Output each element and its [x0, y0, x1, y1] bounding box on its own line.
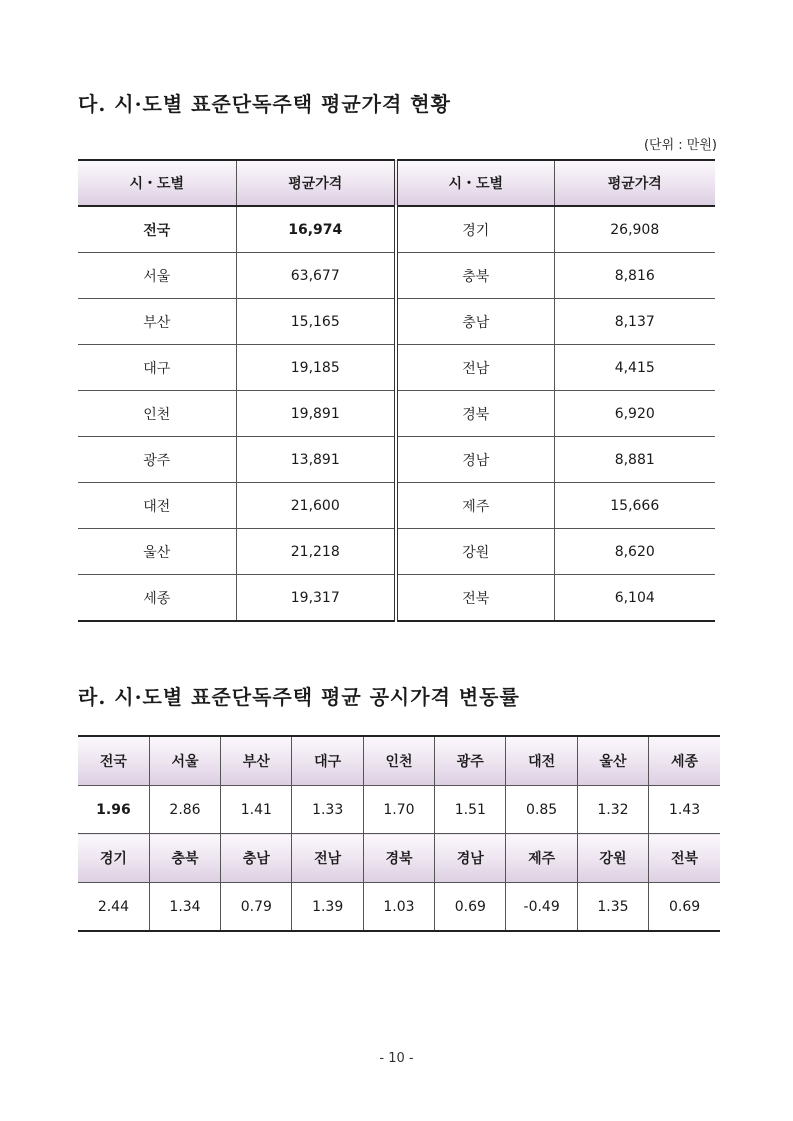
price-value: 19,185 [236, 345, 396, 391]
region-header: 광주 [435, 736, 506, 786]
table-row [78, 391, 715, 437]
rate-value: 1.70 [363, 786, 434, 834]
price-value: 8,620 [554, 529, 715, 575]
region-header: 경기 [78, 834, 149, 883]
region-name: 부산 [78, 299, 236, 345]
rate-value: 1.41 [221, 786, 292, 834]
header-average-price: 평균가격 [554, 160, 715, 206]
rate-value: 1.32 [577, 786, 648, 834]
price-value: 6,104 [554, 575, 715, 622]
price-value: 8,881 [554, 437, 715, 483]
rate-value: 2.44 [78, 883, 149, 932]
region-header-row [78, 736, 720, 786]
rate-value: 1.03 [363, 883, 434, 932]
rate-value: 1.43 [649, 786, 720, 834]
rate-value-row [78, 883, 720, 932]
price-value: 4,415 [554, 345, 715, 391]
table-row [78, 483, 715, 529]
price-value: 21,600 [236, 483, 396, 529]
region-header: 강원 [577, 834, 648, 883]
region-header: 경남 [435, 834, 506, 883]
region-header: 대전 [506, 736, 577, 786]
average-price-table [78, 159, 715, 622]
region-header: 전국 [78, 736, 149, 786]
region-name: 충북 [396, 253, 554, 299]
table-header-row [78, 160, 715, 206]
region-name: 전북 [396, 575, 554, 622]
region-name: 대전 [78, 483, 236, 529]
rate-value: 1.96 [78, 786, 149, 834]
region-name: 인천 [78, 391, 236, 437]
price-value: 13,891 [236, 437, 396, 483]
rate-value: -0.49 [506, 883, 577, 932]
region-header-row [78, 834, 720, 883]
section-title-average-price: 다. 시·도별 표준단독주택 평균가격 현황 [78, 92, 451, 116]
price-value: 15,666 [554, 483, 715, 529]
price-value: 26,908 [554, 206, 715, 253]
region-header: 대구 [292, 736, 363, 786]
region-name: 세종 [78, 575, 236, 622]
region-name: 서울 [78, 253, 236, 299]
rate-value: 0.69 [649, 883, 720, 932]
rate-value: 1.51 [435, 786, 506, 834]
section-title-price-change-rate: 라. 시·도별 표준단독주택 평균 공시가격 변동률 [78, 685, 520, 709]
rate-value: 0.79 [221, 883, 292, 932]
rate-value: 1.35 [577, 883, 648, 932]
table-row [78, 299, 715, 345]
region-name: 전국 [78, 206, 236, 253]
region-header: 서울 [149, 736, 220, 786]
price-value: 16,974 [236, 206, 396, 253]
rate-value: 0.85 [506, 786, 577, 834]
unit-label: (단위 : 만원) [643, 138, 717, 153]
region-header: 부산 [221, 736, 292, 786]
table-row [78, 437, 715, 483]
region-header: 세종 [649, 736, 720, 786]
region-name: 경남 [396, 437, 554, 483]
header-average-price: 평균가격 [236, 160, 396, 206]
rate-value: 0.69 [435, 883, 506, 932]
price-value: 15,165 [236, 299, 396, 345]
rate-value: 2.86 [149, 786, 220, 834]
table-row [78, 529, 715, 575]
region-header: 인천 [363, 736, 434, 786]
rate-value-row [78, 786, 720, 834]
region-name: 대구 [78, 345, 236, 391]
table-row [78, 253, 715, 299]
price-value: 8,816 [554, 253, 715, 299]
price-value: 8,137 [554, 299, 715, 345]
page-number: - 10 - [379, 1051, 414, 1066]
table-row [78, 206, 715, 253]
price-value: 63,677 [236, 253, 396, 299]
region-name: 울산 [78, 529, 236, 575]
region-header: 전남 [292, 834, 363, 883]
table-row [78, 345, 715, 391]
region-header: 울산 [577, 736, 648, 786]
price-change-rate-table [78, 735, 720, 932]
region-header: 충남 [221, 834, 292, 883]
price-value: 19,317 [236, 575, 396, 622]
region-name: 광주 [78, 437, 236, 483]
region-name: 제주 [396, 483, 554, 529]
price-value: 6,920 [554, 391, 715, 437]
region-name: 경북 [396, 391, 554, 437]
region-name: 강원 [396, 529, 554, 575]
price-value: 21,218 [236, 529, 396, 575]
region-header: 경북 [363, 834, 434, 883]
region-header: 전북 [649, 834, 720, 883]
rate-value: 1.34 [149, 883, 220, 932]
region-name: 충남 [396, 299, 554, 345]
table-row [78, 575, 715, 622]
header-region: 시・도별 [396, 160, 554, 206]
region-header: 제주 [506, 834, 577, 883]
rate-value: 1.39 [292, 883, 363, 932]
rate-value: 1.33 [292, 786, 363, 834]
header-region: 시・도별 [78, 160, 236, 206]
region-header: 충북 [149, 834, 220, 883]
region-name: 경기 [396, 206, 554, 253]
price-value: 19,891 [236, 391, 396, 437]
region-name: 전남 [396, 345, 554, 391]
